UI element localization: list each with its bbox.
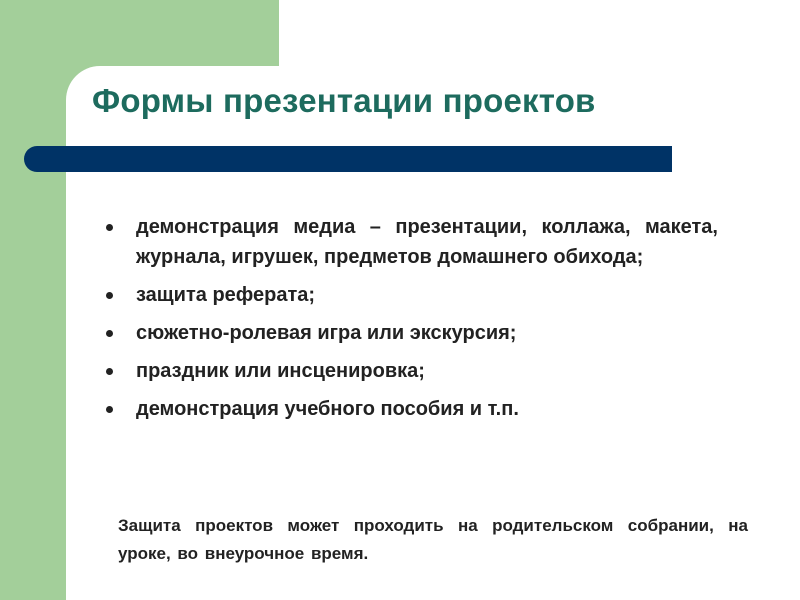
bullet-dot-icon [106, 406, 113, 413]
bullet-text: демонстрация учебного пособия и т.п. [136, 398, 519, 420]
slide-title: Формы презентации проектов [92, 82, 596, 119]
bullet-dot-icon [106, 368, 113, 375]
bullet-item [100, 318, 718, 348]
footnote-text: Защита проектов может проходить на родительском собрании, на уроке, во внеурочное время. [118, 516, 748, 563]
bullet-dot-icon [106, 292, 113, 299]
bullet-text: праздник или инсценировка; [136, 360, 425, 382]
bullet-text: сюжетно-ролевая игра или экскурсия; [136, 322, 517, 344]
bullet-text: защита реферата; [136, 284, 316, 306]
bullet-item [100, 212, 718, 272]
bullet-dot-icon [106, 330, 113, 337]
bullet-text: демонстрация медиа – презентации, коллажа, макета, журнала, игрушек, предметов домашнего обихода; [136, 216, 718, 268]
bullet-list [100, 212, 718, 432]
bullet-item [100, 356, 718, 386]
bullet-item [100, 394, 718, 424]
bullet-item [100, 280, 718, 310]
title-underline-bar [24, 146, 672, 172]
bullet-dot-icon [106, 224, 113, 231]
